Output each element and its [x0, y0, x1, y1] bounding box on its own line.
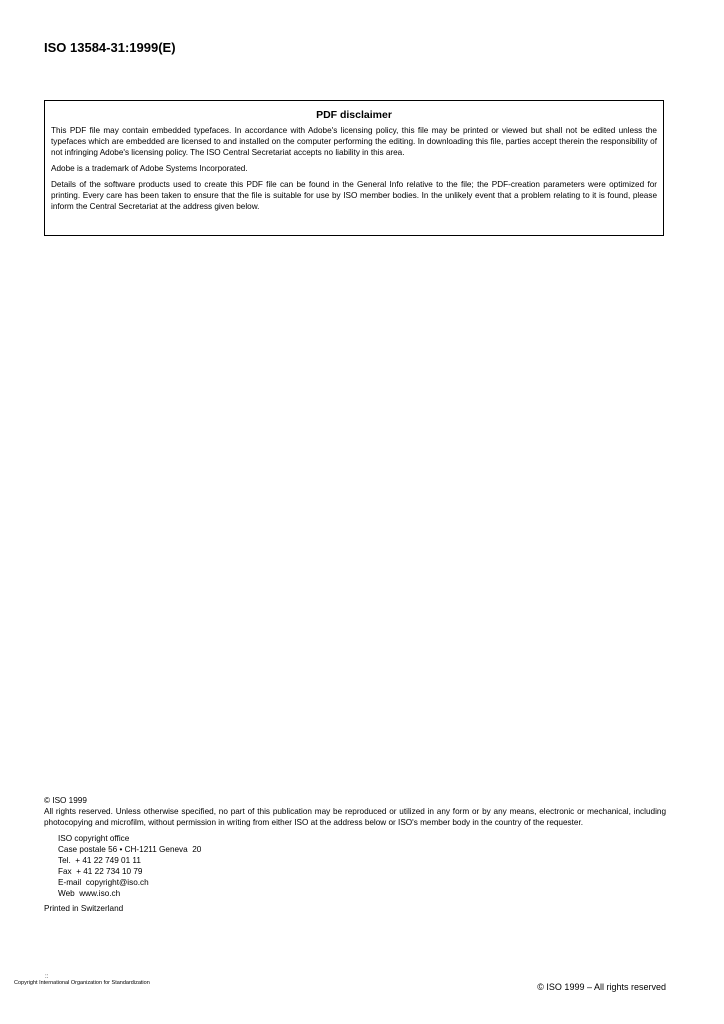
disclaimer-paragraph-details: Details of the software products used to create this PDF file can be found in the General Info relative to the file; the PDF-creation parameters were optimized for printing. Every care has been taken to ensure that the file is suitable for use by ISO member bodies. In the unlikely event that a problem relating to it is found, please inform the Central Secretariat at the address given below. — [51, 180, 657, 211]
document-id: ISO 13584-31:1999(E) — [44, 40, 176, 55]
office-fax: Fax + 41 22 734 10 79 — [58, 867, 143, 876]
office-email: E-mail copyright@iso.ch — [58, 878, 149, 887]
disclaimer-title: PDF disclaimer — [316, 109, 392, 121]
disclaimer-paragraph-trademark: Adobe is a trademark of Adobe Systems Incorporated. — [51, 164, 248, 173]
footer-copyright-org — [14, 974, 150, 986]
office-postal: Case postale 56 • CH-1211 Geneva 20 — [58, 845, 202, 854]
pdf-disclaimer-box — [44, 100, 664, 236]
office-web: Web www.iso.ch — [58, 889, 121, 898]
footer-left-text: Copyright International Organization for Standardization — [14, 980, 150, 986]
office-name: ISO copyright office — [58, 834, 130, 843]
office-tel: Tel. + 41 22 749 01 11 — [58, 856, 141, 865]
rights-reserved-text: All rights reserved. Unless otherwise specified, no part of this publication may be reproduced or utilized in any form or by any means, electronic or mechanical, including photocopying and microfilm, without permission in writing from either ISO at the address below or ISO's member body in the country of the requester. — [44, 807, 666, 827]
disclaimer-paragraph-typefaces: This PDF file may contain embedded typefaces. In accordance with Adobe's licensing policy, this file may be printed or viewed but shall not be edited unless the typefaces which are embedded are licensed to and installed on the computer performing the editing. In downloading this file, parties accept therein the responsibility of not infringing Adobe's licensing policy. The ISO Central Secretariat accepts no liability in this area. — [51, 126, 657, 157]
copyright-block — [44, 795, 666, 914]
copyright-office-address — [44, 833, 666, 899]
footer-rights: © ISO 1999 – All rights reserved — [537, 982, 666, 992]
copyright-notice: © ISO 1999 — [44, 796, 87, 805]
printed-in: Printed in Switzerland — [44, 904, 124, 913]
footer-mark: :: — [45, 974, 49, 980]
